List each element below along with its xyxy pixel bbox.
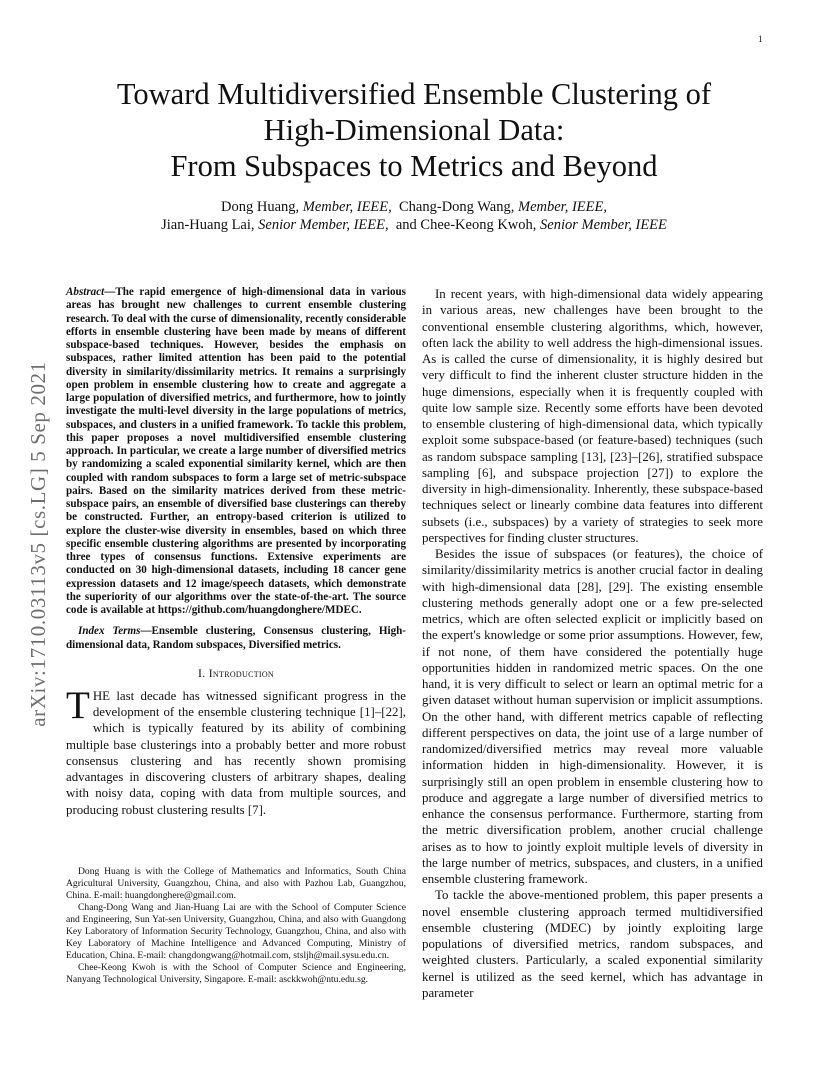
intro-text: .	[262, 802, 267, 817]
abstract-text: —The rapid emergence of high-dimensional data in various areas has brought new challenges to current ensemble clustering research. To deal with the curse of dimensionality, recently considerable efforts in ensemble clustering have been made by means of different subspace-based techniques. However, besides the emphasis on subspaces, rather limited attention has been paid to the potential diversity in similarity/dissimilarity metrics. It remains a surprisingly open problem in ensemble clustering how to create and aggregate a large population of diversified metrics, and furthermore, how to jointly investigate the multi-level diversity in the large populations of metrics, subspaces, and clusters in a unified framework. To tackle this problem, this paper proposes a novel multidiversified ensemble clustering approach. In particular, we create a large number of diversified metrics by randomizing a scaled exponential similarity kernel, which are then coupled with random subspaces to form a large set of metric-subspace pairs. Based on the similarity matrices derived from these metric-subspace pairs, an ensemble of diversified base clusterings can thereby be constructed. Further, an entropy-based criterion is utilized to explore the cluster-wise diversity in ensembles, based on which three specific ensemble clustering algorithms are presented by incorporating three types of consensus functions. Extensive experiments are conducted on 30 high-dimensional datasets, including 18 cancer gene expression datasets and 12 image/speech datasets, which demonstrate the superiority of our algorithms over the state-of-the-art. The source code is available at https://github.com/huangdonghere/MDEC.	[66, 286, 406, 616]
title-line-1: Toward Multidiversified Ensemble Clustering of	[116, 77, 712, 111]
citation-link[interactable]: [28]	[577, 579, 599, 594]
author-name: Jian-Huang Lai,	[161, 217, 255, 233]
author-role: Senior Member, IEEE,	[258, 217, 389, 233]
section-number: I.	[197, 665, 206, 680]
paragraph-text: In recent years, with high-dimensional data widely appearing in various areas, new challenges have been brought to the conventional ensemble clustering algorithms, which, however, often lack the ability to well address the high-dimensional issues. As is called the curse of dimensionality, it is highly desired but very difficult to find the inherent cluster structure hidden in the huge dimensions, especially when it is frequently coupled with quite low sample size. Recently some efforts have been devoted to ensemble clustering of high-dimensional data, which typically exploit some subspace-based (or feature-based) techniques (such as random subspace sampling	[422, 287, 763, 464]
drop-cap: T	[66, 683, 90, 727]
paragraph-text: ,	[598, 579, 609, 594]
section-heading-introduction	[66, 666, 406, 681]
left-column	[66, 286, 406, 818]
body-paragraph	[422, 286, 763, 546]
footnote: Chang-Dong Wang and Jian-Huang Lai are with the School of Computer Science and Engineering, Sun Yat-sen University, Guangzhou, China, and also with Guangdong Key Laboratory of Information Security Technology, Guangzhou, China, and also with Key Laboratory of Machine Intelligence and Advanced Computing, Ministry of Education, China. E-mail: changdongwang@hotmail.com, stsljh@mail.sysu.edu.cn.	[66, 902, 406, 961]
right-column	[422, 286, 763, 1001]
paragraph-text: Besides the issue of subspaces (or features), the choice of similarity/dissimilarity metrics is another crucial factor in dealing with high-dimensional data	[422, 547, 763, 594]
title-line-2: High-Dimensional Data:	[263, 113, 565, 147]
body-paragraph: To tackle the above-mentioned problem, this paper presents a novel ensemble clustering approach termed multidiversified ensemble clustering (MDEC) by jointly exploiting large populations of diversified metrics, random subspaces, and weighted clusters. Particularly, a scaled exponential similarity kernel is utilized as the seed kernel, which has advantage in parameter	[422, 888, 763, 1000]
citation-link[interactable]: [7]	[247, 802, 263, 817]
author-name: and Chee-Keong Kwoh,	[395, 217, 537, 233]
paragraph-text: , stratified subspace sampling	[422, 449, 763, 480]
title-line-3: From Subspaces to Metrics and Beyond	[170, 149, 658, 183]
paragraph-text: –	[631, 449, 639, 464]
abstract-label: Abstract	[66, 286, 105, 298]
author-name: Chang-Dong Wang,	[399, 199, 515, 215]
paragraph-text: ,	[603, 449, 611, 464]
citation-link[interactable]: [29]	[608, 579, 631, 594]
intro-text: HE last decade has witnessed significant progress in the development of the ensemble clustering technique	[92, 688, 406, 719]
citation-link[interactable]: [13]	[581, 449, 604, 464]
paragraph-text: , and subspace projection	[492, 465, 648, 480]
intro-text: –	[374, 705, 382, 719]
citation-link[interactable]: [23]	[610, 449, 632, 464]
citation-link[interactable]: [6]	[477, 465, 493, 480]
citation-link[interactable]: [22]	[381, 705, 403, 719]
page-number: 1	[758, 34, 763, 44]
footnote: Dong Huang is with the College of Mathematics and Informatics, South China Agricultural University, Guangzhou, China, and also with Pazhou Lab, Guangzhou, China. E-mail: huangdonghere@gmail.com.	[66, 866, 406, 901]
arxiv-identifier-stamp: arXiv:1710.03113v5 [cs.LG] 5 Sep 2021	[26, 361, 50, 727]
author-footnotes	[66, 866, 406, 986]
author-list	[60, 198, 768, 234]
intro-paragraph	[66, 683, 406, 818]
paragraph-text: . The existing ensemble clustering methods generally adopt one or a few pre-selected metrics, which are often selected explicit or implicitly based on the expert's knowledge or some prior assumptions. However, few, if not none, of them have considered the potentially huge opportunities hidden in randomized metric spaces. On the one hand, it is very difficult to select or learn an optimal metric for a given dataset without human supervision or implicit assumptions. On the other hand, with different metrics capable of reflecting different perspectives on data, the joint use of a large number of randomized/diversified metrics may reveal more valuable information hidden in high-dimensionality. However, it is surprisingly still an open problem in ensemble clustering how to produce and aggregate a large number of diversified metrics to enhance the consensus performance. Furthermore, starting from the metric diversification problem, another crucial challenge arises as to how to jointly exploit multiple levels of diversity in the large number of metrics, subspaces, and clusters, in a unified ensemble clustering framework.	[422, 579, 763, 886]
author-name: Dong Huang,	[221, 199, 300, 215]
citation-link[interactable]: [27]	[647, 465, 669, 480]
citation-link[interactable]: [1]	[359, 705, 375, 719]
paragraph-text: ) to explore the diversity in high-dimensionality. Inherently, these subspace-based techniques select or linearly combine data features into different subsets (i.e., subspaces) by a variety of strategies to seek more perspectives for finding cluster structures.	[422, 465, 763, 545]
section-title: Introduction	[208, 665, 275, 680]
author-role: Senior Member, IEEE	[540, 217, 667, 233]
abstract	[66, 286, 406, 617]
citation-link[interactable]: [26]	[638, 449, 660, 464]
intro-text: , which is typically featured by its ability of combining multiple base clusterings into a probably better and more robust consensus clustering and has recently shown promising advantages in discovering clusters of arbitrary shapes, dealing with noisy data, coping with data from multiple sources, and producing robust clustering results	[66, 705, 406, 817]
author-role: Member, IEEE,	[302, 199, 392, 215]
index-terms-label: Index Terms	[78, 625, 141, 638]
index-terms-text: —Ensemble clustering, Consensus clustering, High-dimensional data, Random subspaces, Diversified metrics.	[66, 625, 406, 651]
footnote: Chee-Keong Kwoh is with the School of Computer Science and Engineering, Nanyang Technological University, Singapore. E-mail: asckkwoh@ntu.edu.sg.	[66, 962, 406, 985]
paper-title	[60, 76, 768, 184]
author-line-2	[60, 216, 768, 234]
author-role: Member, IEEE,	[518, 199, 607, 215]
index-terms	[66, 625, 406, 652]
author-line-1	[60, 198, 768, 216]
body-paragraph	[422, 546, 763, 887]
